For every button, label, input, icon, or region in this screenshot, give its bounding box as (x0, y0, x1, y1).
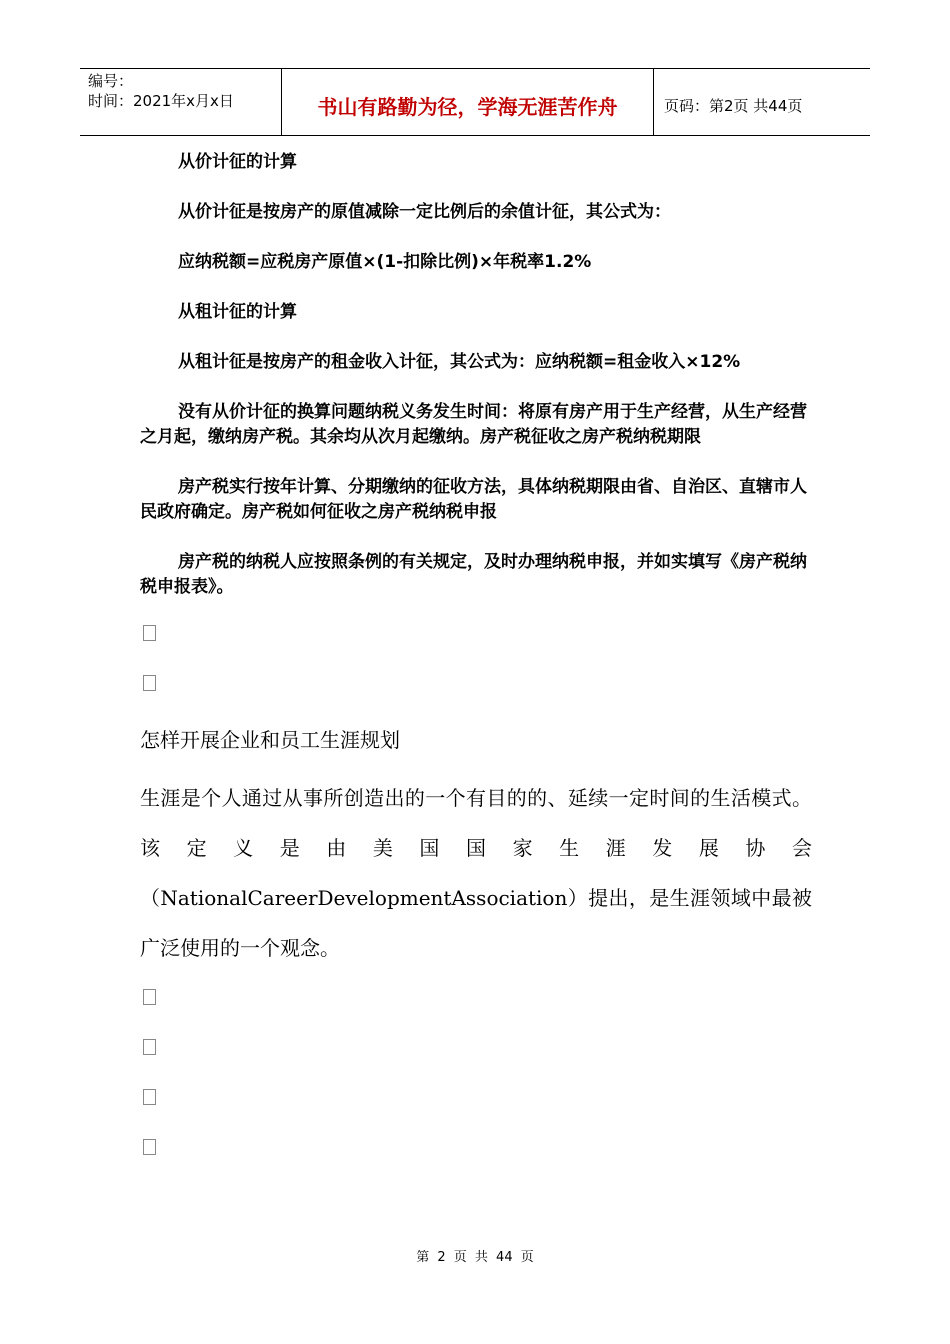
heading-rent-based: 从租计征的计算 (178, 302, 297, 322)
header-motto: 书山有路勤为径，学海无涯苦作舟 (282, 69, 654, 135)
paragraph-tax-time: 没有从价计征的换算问题纳税义务发生时间：将原有房产用于生产经营，从生产经营之月起，缴纳房产税。其余均从次月起缴纳。房产税征收之房产税纳税期限 (140, 402, 807, 447)
missing-glyph-box (143, 1139, 156, 1155)
document-date: 时间：2021年x月x日 (88, 92, 234, 110)
document-number: 编号： (88, 72, 134, 90)
missing-glyph-box (143, 675, 156, 691)
paragraph-rent-based: 从租计征是按房产的租金收入计征，其公式为：应纳税额=租金收入×12% (178, 352, 741, 372)
paragraph-tax-period: 房产税实行按年计算、分期缴纳的征收方法，具体纳税期限由省、自治区、直辖市人民政府确定。房产税如何征收之房产税纳税申报 (140, 477, 807, 522)
formula-value-based: 应纳税额=应税房产原值×(1-扣除比例)×年税率1.2% (178, 252, 592, 272)
heading-value-based: 从价计征的计算 (178, 152, 297, 172)
page-footer: 第 2 页 共 44 页 (416, 1250, 534, 1265)
missing-glyph-box (143, 1089, 156, 1105)
paragraph-tax-declaration: 房产税的纳税人应按照条例的有关规定，及时办理纳税申报，并如实填写《房产税纳税申报表》。 (140, 552, 807, 597)
header-meta (80, 69, 282, 135)
missing-glyph-box (143, 1039, 156, 1055)
missing-glyph-box (143, 625, 156, 641)
document-body (140, 150, 812, 1189)
missing-glyph-box (143, 989, 156, 1005)
page-header (80, 68, 870, 136)
section-title-career: 怎样开展企业和员工生涯规划 (140, 728, 400, 752)
paragraph-value-based-desc: 从价计征是按房产的原值减除一定比例后的余值计征，其公式为： (178, 202, 671, 222)
header-page-info: 页码：第2页 共44页 (664, 96, 803, 115)
paragraph-career-definition: 生涯是个人通过从事所创造出的一个有目的的、延续一定时间的生活模式。该定义是由美国国家生涯发展协会（NationalCareerDevelopmentAssociation）提出，是生涯领域中最被广泛使用的一个观念。 (140, 786, 812, 960)
